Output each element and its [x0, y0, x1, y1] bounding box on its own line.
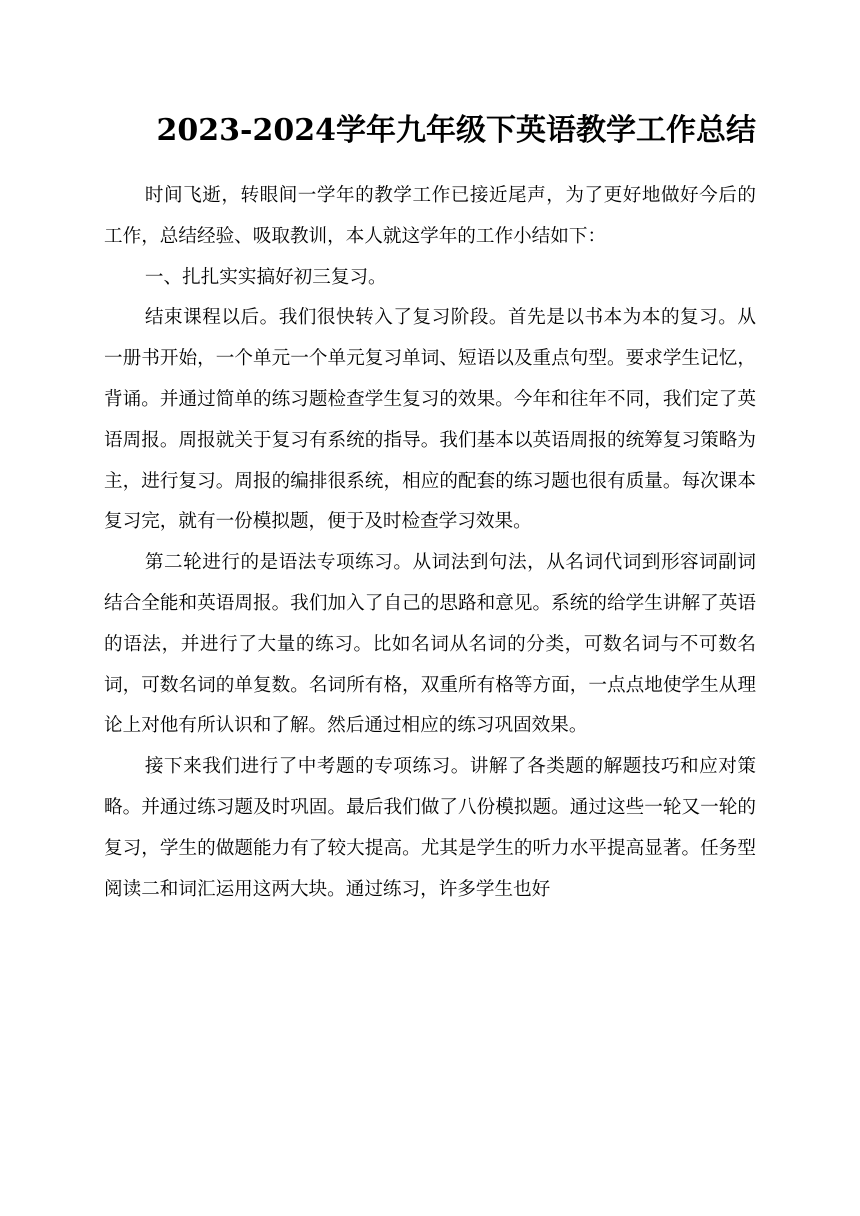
paragraph-section-heading: 一、扎扎实实搞好初三复习。	[144, 266, 387, 288]
paragraph-first-round-review: 结束课程以后。我们很快转入了复习阶段。首先是以书本为本的复习。从一册书开始，一个单元一个单元复习单词、短语以及重点句型。要求学生记忆，背诵。并通过简单的练习题检查学生复习的效果。今年和往年不同，我们定了英语周报。周报就关于复习有系统的指导。我们基本以英语周报的统筹复习策略为主，进行复习。周报的编排很系统，相应的配套的练习题也很有质量。每次课本复习完，就有一份模拟题，便于及时检查学习效果。	[104, 307, 756, 533]
paragraph-exam-practice: 接下来我们进行了中考题的专项练习。讲解了各类题的解题技巧和应对策略。并通过练习题及时巩固。最后我们做了八份模拟题。通过这些一轮又一轮的复习，学生的做题能力有了较大提高。尤其是学生的听力水平提高显著。任务型阅读二和词汇运用这两大块。通过练习，许多学生也好	[104, 756, 756, 900]
document-title: 2023-2024学年九年级下英语教学工作总结	[156, 113, 756, 148]
paragraph-grammar-review: 第二轮进行的是语法专项练习。从词法到句法，从名词代词到形容词副词结合全能和英语周报。我们加入了自己的思路和意见。系统的给学生讲解了英语的语法，并进行了大量的练习。比如名词从名词的分类，可数名词与不可数名词，可数名词的单复数。名词所有格，双重所有格等方面，一点点地使学生从理论上对他有所认识和了解。然后通过相应的练习巩固效果。	[104, 552, 756, 737]
document-body	[104, 176, 756, 910]
paragraph-intro: 时间飞逝，转眼间一学年的教学工作已接近尾声，为了更好地做好今后的工作，总结经验、吸取教训，本人就这学年的工作小结如下：	[104, 185, 756, 247]
